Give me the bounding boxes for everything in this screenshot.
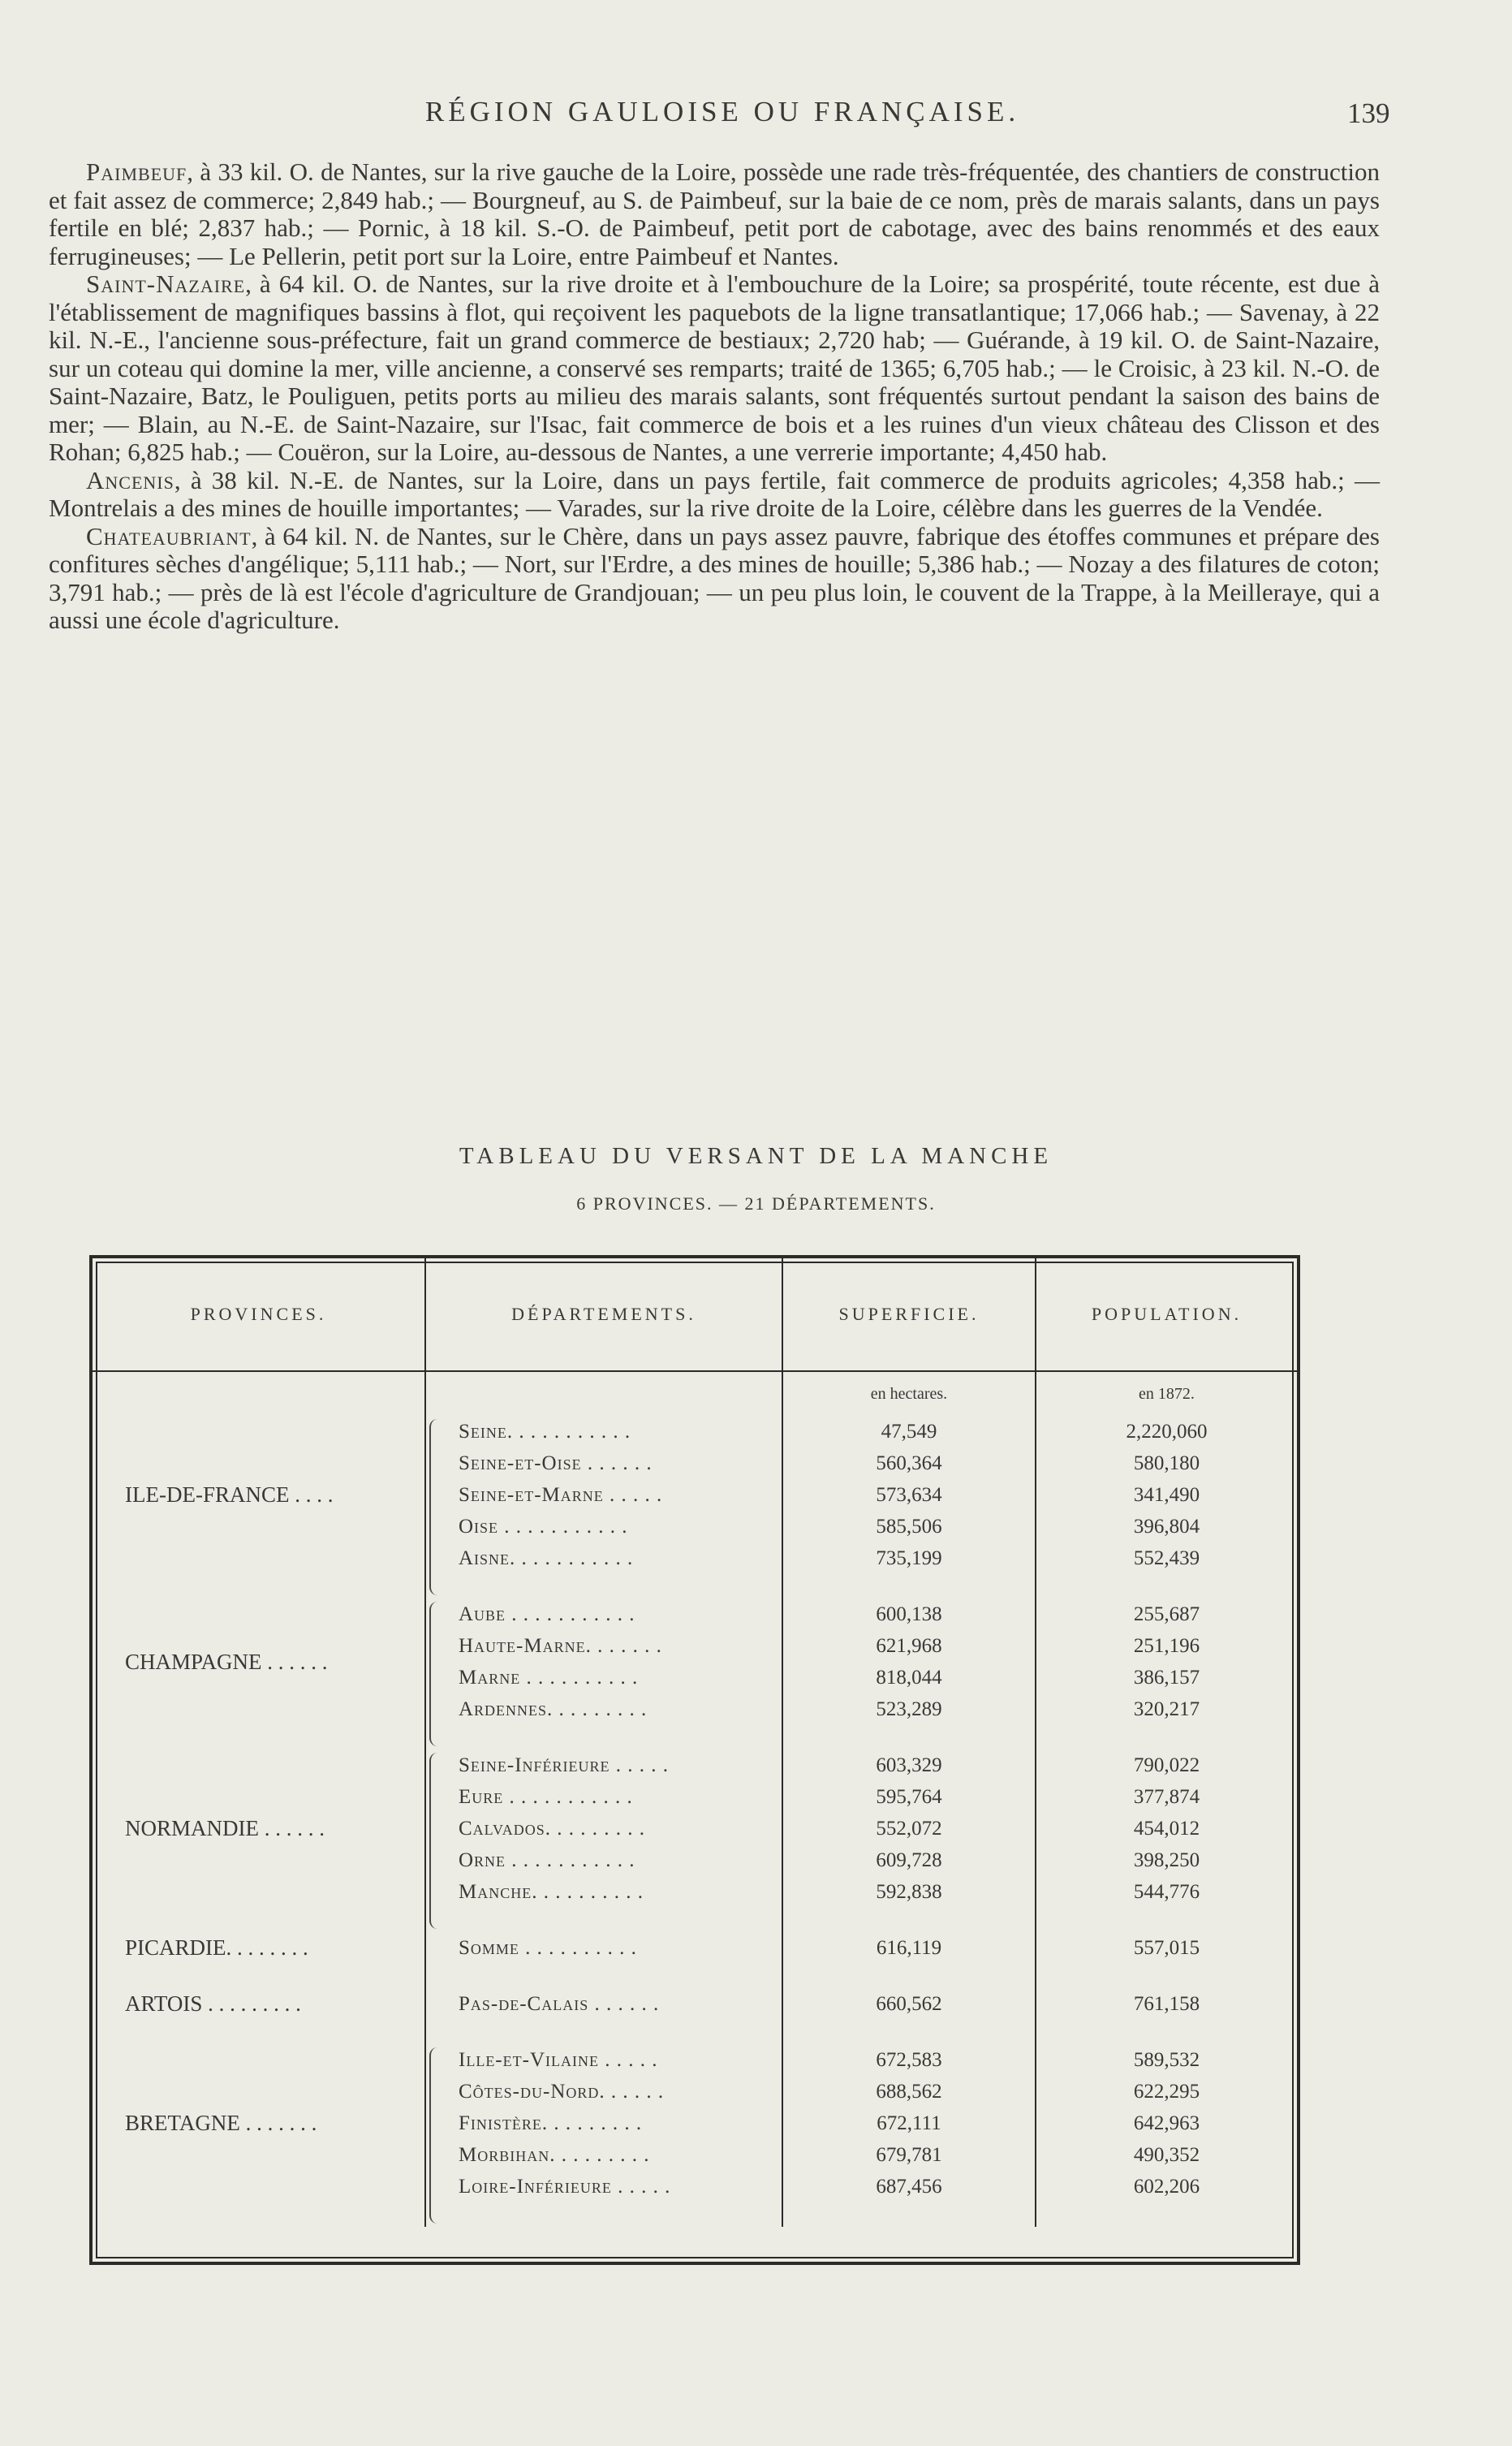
department-name-cell — [425, 2044, 782, 2227]
units-area: en hectares. — [782, 1371, 1036, 1416]
area-value-cell — [782, 1988, 1036, 2044]
table-row — [93, 1932, 1297, 1988]
paragraph-lead: Paimbeuf — [86, 157, 187, 186]
department-name: Seine. . . . . . . . . . . — [459, 1421, 631, 1443]
population-value: 398,250 — [1133, 1849, 1200, 1871]
population-value: 454,012 — [1133, 1818, 1200, 1840]
paragraph-lead: Saint-Nazaire — [86, 270, 246, 298]
province-name: NORMANDIE . . . . . . — [125, 1816, 325, 1840]
paragraph-lead: Chateaubriant — [86, 521, 252, 550]
department-name: Marne . . . . . . . . . . — [459, 1667, 639, 1689]
population-value: 622,295 — [1133, 2081, 1200, 2103]
running-head — [0, 96, 1512, 128]
population-value: 589,532 — [1133, 2049, 1200, 2071]
population-value: 396,804 — [1133, 1516, 1200, 1538]
area-value: 621,968 — [876, 1635, 942, 1657]
department-name: Haute-Marne. . . . . . . — [459, 1635, 662, 1657]
population-value-cell — [1036, 1598, 1297, 1749]
table-frame — [89, 1255, 1300, 2265]
province-name: BRETAGNE . . . . . . . — [125, 2111, 317, 2135]
department-name: Somme . . . . . . . . . . — [459, 1937, 637, 1959]
units-empty — [425, 1371, 782, 1416]
paragraph — [49, 467, 1380, 523]
department-name: Orne . . . . . . . . . . . — [459, 1849, 635, 1871]
department-name: Calvados. . . . . . . . . — [459, 1818, 645, 1840]
population-value-cell — [1036, 2044, 1297, 2227]
population-value: 377,874 — [1133, 1786, 1200, 1808]
units-empty — [93, 1371, 425, 1416]
body-text — [49, 158, 1380, 635]
area-value: 585,506 — [876, 1516, 942, 1538]
department-name: Morbihan. . . . . . . . . — [459, 2144, 650, 2166]
department-name: Manche. . . . . . . . . . — [459, 1881, 644, 1903]
table-row — [93, 1749, 1297, 1932]
page-number: 139 — [1347, 97, 1390, 129]
paragraph-lead: Ancenis — [86, 465, 174, 494]
population-value: 320,217 — [1133, 1698, 1200, 1720]
department-name: Finistère. . . . . . . . . — [459, 2112, 643, 2134]
header-departments: DÉPARTEMENTS. — [425, 1258, 782, 1371]
province-cell — [93, 1988, 425, 2044]
population-value: 602,206 — [1133, 2176, 1200, 2198]
paragraph — [49, 158, 1380, 270]
paragraph — [49, 523, 1380, 635]
table-row — [93, 2044, 1297, 2227]
province-name: ARTOIS . . . . . . . . . — [125, 1991, 301, 2016]
header-provinces: PROVINCES. — [93, 1258, 425, 1371]
brace — [429, 1602, 442, 1746]
department-name: Côtes-du-Nord. . . . . . — [459, 2081, 665, 2103]
department-name-cell — [425, 1932, 782, 1988]
department-name: Seine-Inférieure . . . . . — [459, 1754, 670, 1776]
area-value: 679,781 — [876, 2144, 942, 2166]
table-title: TABLEAU DU VERSANT DE LA MANCHE — [459, 1143, 1053, 1169]
running-title: RÉGION GAULOISE OU FRANÇAISE. — [424, 96, 1020, 127]
area-value-cell — [782, 1749, 1036, 1932]
area-value: 603,329 — [876, 1754, 942, 1776]
population-value: 490,352 — [1133, 2144, 1200, 2166]
department-name-cell — [425, 1416, 782, 1598]
table-subtitle: 6 PROVINCES. — 21 DÉPARTEMENTS. — [576, 1193, 936, 1214]
department-name: Pas-de-Calais . . . . . . — [459, 1993, 660, 2015]
area-value: 687,456 — [876, 2176, 942, 2198]
table-row — [93, 1988, 1297, 2044]
population-value: 251,196 — [1133, 1635, 1200, 1657]
area-value: 595,764 — [876, 1786, 942, 1808]
area-value: 552,072 — [876, 1818, 942, 1840]
province-name: PICARDIE. . . . . . . . — [125, 1935, 308, 1960]
area-value: 818,044 — [876, 1667, 942, 1689]
area-value: 560,364 — [876, 1452, 942, 1474]
area-value-cell — [782, 1598, 1036, 1749]
area-value: 672,111 — [877, 2112, 941, 2134]
area-value: 660,562 — [876, 1993, 942, 2015]
province-cell — [93, 1749, 425, 1932]
area-value-cell — [782, 1416, 1036, 1598]
units-row — [93, 1371, 1297, 1416]
brace — [429, 2047, 442, 2224]
province-cell — [93, 1932, 425, 1988]
area-value: 523,289 — [876, 1698, 942, 1720]
department-name: Aube . . . . . . . . . . . — [459, 1603, 635, 1625]
units-population: en 1872. — [1139, 1385, 1195, 1403]
province-name: CHAMPAGNE . . . . . . — [125, 1649, 328, 1674]
department-name: Ille-et-Vilaine . . . . . — [459, 2049, 658, 2071]
area-value-cell — [782, 1932, 1036, 1988]
population-value: 2,220,060 — [1126, 1421, 1208, 1443]
area-value: 672,583 — [876, 2049, 942, 2071]
population-value: 761,158 — [1133, 1993, 1200, 2015]
department-name: Oise . . . . . . . . . . . — [459, 1516, 628, 1538]
paragraph-text: , à 38 kil. N.-E. de Nantes, sur la Loire, dans un pays fertile, fait commerce de produits agricoles; 4,358 hab.; — Montrelais a des mines de houille importantes; — Varades, sur la rive droite de la Loire, célèbre dans les guerres de la Vendée. — [49, 465, 1380, 522]
province-cell — [93, 2044, 425, 2227]
population-value: 386,157 — [1133, 1667, 1200, 1689]
area-value: 592,838 — [876, 1881, 942, 1903]
population-value-cell — [1036, 1988, 1297, 2044]
department-name-cell — [425, 1598, 782, 1749]
province-cell — [93, 1416, 425, 1598]
paragraph-text: , à 64 kil. O. de Nantes, sur la rive droite et à l'embouchure de la Loire; sa prospérité, toute récente, est due à l'établissement de magnifiques bassins à flot, qui reçoivent les paquebots de la ligne transatlantique; 17,066 hab.; — Savenay, à 22 kil. N.-E., l'ancienne sous-préfecture, fait un grand commerce de bestiaux; 2,720 hab; — Guérande, à 19 kil. O. de Saint-Nazaire, sur un coteau qui domine la mer, ville ancienne, a conservé ses remparts; traité de 1365; 6,705 hab.; — le Croisic, à 23 kil. N.-O. de Saint-Nazaire, Batz, le Pouliguen, petits ports au milieu des marais salants, sont fréquentés surtout pendant la saison des bains de mer; — Blain, au N.-E. de Saint-Nazaire, sur l'Isac, fait commerce de bois et a les ruines d'un vieux château des Clisson et des Rohan; 6,825 hab.; — Couëron, sur la Loire, au-dessous de Nantes, a une verrerie importante; 4,450 hab. — [49, 270, 1380, 466]
department-name-cell — [425, 1988, 782, 2044]
population-value: 580,180 — [1133, 1452, 1200, 1474]
department-name: Aisne. . . . . . . . . . . — [459, 1547, 634, 1569]
department-name: Ardennes. . . . . . . . . — [459, 1698, 648, 1720]
population-value: 341,490 — [1133, 1484, 1200, 1506]
versant-table — [93, 1258, 1297, 2227]
department-name-cell — [425, 1749, 782, 1932]
population-value: 790,022 — [1133, 1754, 1200, 1776]
province-name: ILE-DE-FRANCE . . . . — [125, 1482, 334, 1507]
area-value: 47,549 — [881, 1421, 937, 1443]
area-value: 573,634 — [876, 1484, 942, 1506]
population-value: 557,015 — [1133, 1937, 1200, 1959]
department-name: Seine-et-Oise . . . . . . — [459, 1452, 653, 1474]
area-value: 609,728 — [876, 1849, 942, 1871]
paragraph-text: , à 33 kil. O. de Nantes, sur la rive gauche de la Loire, possède une rade très-fréquentée, des chantiers de construction et fait assez de commerce; 2,849 hab.; — Bourgneuf, au S. de Paimbeuf, sur la baie de ce nom, près de marais salants, dans un pays fertile en blé; 2,837 hab.; — Pornic, à 18 kil. S.-O. de Paimbeuf, petit port de cabotage, avec des bains renommés et des eaux ferrugineuses; — Le Pellerin, petit port sur la Loire, entre Paimbeuf et Nantes. — [49, 157, 1380, 270]
header-area: SUPERFICIE. — [782, 1258, 1036, 1371]
brace — [429, 1753, 442, 1929]
department-name: Eure . . . . . . . . . . . — [459, 1786, 633, 1808]
population-value: 552,439 — [1133, 1547, 1200, 1569]
department-name: Seine-et-Marne . . . . . — [459, 1484, 663, 1506]
population-value-cell — [1036, 1932, 1297, 1988]
area-value: 616,119 — [876, 1937, 942, 1959]
area-value: 688,562 — [876, 2081, 942, 2103]
table-row — [93, 1598, 1297, 1749]
table-body — [93, 1371, 1297, 2227]
department-name: Loire-Inférieure . . . . . — [459, 2176, 671, 2198]
population-value: 255,687 — [1133, 1603, 1200, 1625]
population-value-cell — [1036, 1749, 1297, 1932]
area-value-cell — [782, 2044, 1036, 2227]
province-cell — [93, 1598, 425, 1749]
brace — [429, 1419, 442, 1595]
table-row — [93, 1416, 1297, 1598]
area-value: 600,138 — [876, 1603, 942, 1625]
population-value: 642,963 — [1133, 2112, 1200, 2134]
population-value: 544,776 — [1133, 1881, 1200, 1903]
header-population: POPULATION. — [1036, 1258, 1297, 1371]
paragraph — [49, 270, 1380, 467]
population-value-cell — [1036, 1416, 1297, 1598]
area-value: 735,199 — [876, 1547, 942, 1569]
paragraph-text: , à 64 kil. N. de Nantes, sur le Chère, dans un pays assez pauvre, fabrique des étoffes communes et prépare des confitures sèches d'angélique; 5,111 hab.; — Nort, sur l'Erdre, a des mines de houille; 5,386 hab.; — Nozay a des filatures de coton; 3,791 hab.; — près de là est l'école d'agriculture de Grandjouan; — un peu plus loin, le couvent de la Trappe, à la Meilleraye, qui a aussi une école d'agriculture. — [49, 521, 1380, 634]
